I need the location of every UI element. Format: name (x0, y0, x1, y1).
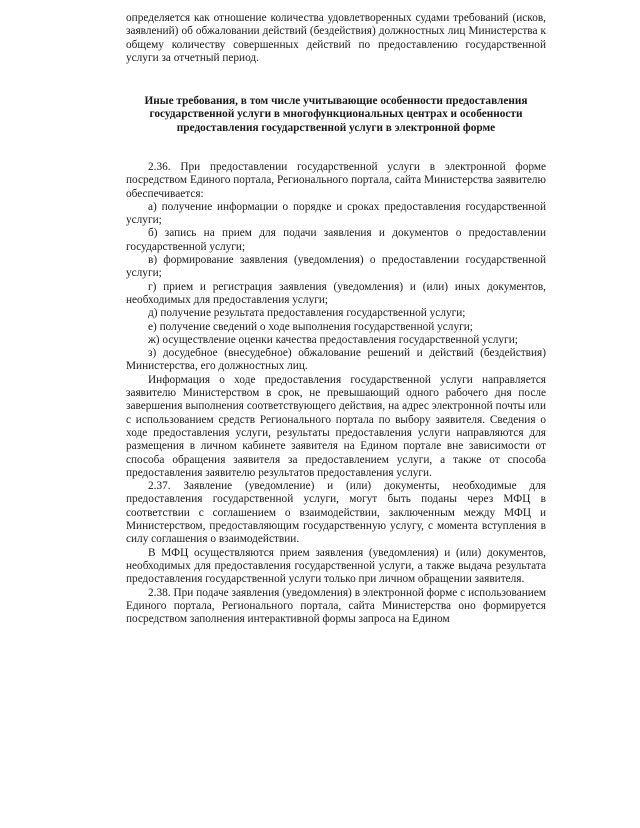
list-item-zh: ж) осуществление оценки качества предоставления государственной услуги; (148, 333, 518, 346)
list-item-b: б) запись на прием для подачи заявления и документов о предоставлении государственной услуги; (126, 227, 546, 253)
list-item-d: д) получение результата предоставления государственной услуги; (148, 307, 466, 320)
intro-block (126, 12, 546, 65)
info-paragraph: Информация о ходе предоставления государственной услуги направляется заявителю Министерством в срок, не превышающий одного рабочего дня после завершения выполнения соответствующего действия, на адрес электронной почты или с использованием средств Регионального портала по выбору заявителя. Сведения о ходе предоставления услуги, результаты предоставления услуги направляются для размещения в личном кабинете заявителя на Едином портале вне зависимости от способа обращения заявителя за предоставлением услуги, а также от способа предоставления заявителю результатов предоставления услуги. (126, 373, 546, 479)
list-item-a: а) получение информации о порядке и сроках предоставления государственной услуги; (126, 200, 546, 227)
list-item-e: е) получение сведений о ходе выполнения государственной услуги; (148, 320, 473, 333)
body-block (126, 161, 546, 626)
list-item-z: з) досудебное (внесудебное) обжалование решений и действий (бездействия) Министерства, его должностных лиц. (126, 347, 546, 373)
intro-paragraph: определяется как отношение количества удовлетворенных судами требований (исков, заявлений) об обжаловании действий (бездействия) должностных лиц Министерства к общему количеству совершенных действий по предоставлению государственной услуги за отчетный период. (126, 12, 546, 64)
list-item-v: в) формирование заявления (уведомления) о предоставлении государственной услуги; (126, 254, 546, 280)
paragraph-2-36: 2.36. При предоставлении государственной услуги в электронной форме посредством Единого портала, Регионального портала, сайта Министерства заявителю обеспечивается: (126, 161, 546, 200)
mfc-paragraph: В МФЦ осуществляются прием заявления (уведомления) и (или) документов, необходимых для предоставления государственной услуги, а также выдача результата предоставления государственной услуги только при личном обращении заявителя. (126, 546, 546, 586)
paragraph-2-38: 2.38. При подаче заявления (уведомления) в электронной форме с использованием Единого портала, Регионального портала, сайта Министерства оно формируется посредством заполнения интерактивной формы запроса на Едином (126, 586, 546, 626)
paragraph-2-37: 2.37. Заявление (уведомление) и (или) документы, необходимые для предоставления государственной услуги, могут быть поданы через МФЦ в соответствии с соглашением о взаимодействии, заключенным между МФЦ и Министерством, предоставляющим государственную услугу, с момента вступления в силу соглашения о взаимодействии. (126, 480, 546, 546)
section-title: Иные требования, в том числе учитывающие особенности предоставления государственной услуги в многофункциональных центрах и особенности предоставления государственной услуги в электронной форме (144, 95, 528, 134)
list-item-g: г) прием и регистрация заявления (уведомления) и (или) иных документов, необходимых для предоставления услуги; (126, 280, 546, 306)
